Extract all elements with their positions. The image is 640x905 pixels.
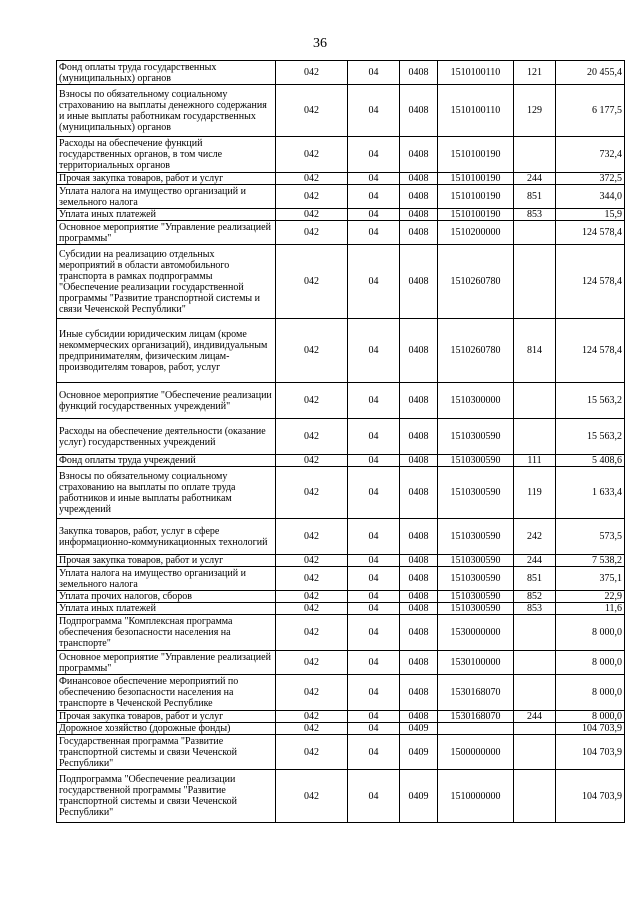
expense-type-code: 851	[514, 567, 556, 591]
expense-type-code: 244	[514, 711, 556, 723]
target-article-code: 1500000000	[438, 735, 514, 770]
table-row	[57, 615, 625, 651]
row-name: Финансовое обеспечение мероприятий по обеспечению безопасности населения на транспорте в Чеченской Республике	[57, 675, 276, 711]
row-name: Подпрограмма "Обеспечение реализации государственной программы "Развитие транспортной системы и связи Чеченской Республики"	[57, 770, 276, 823]
amount: 7 538,2	[556, 555, 625, 567]
table-row	[57, 61, 625, 85]
row-name: Уплата иных платежей	[57, 603, 276, 615]
section-code: 04	[348, 383, 400, 419]
subsection-code: 0408	[400, 555, 438, 567]
section-code: 04	[348, 711, 400, 723]
expense-type-code	[514, 723, 556, 735]
amount: 8 000,0	[556, 651, 625, 675]
section-code: 04	[348, 61, 400, 85]
row-name: Прочая закупка товаров, работ и услуг	[57, 173, 276, 185]
admin-code: 042	[276, 185, 348, 209]
section-code: 04	[348, 137, 400, 173]
admin-code: 042	[276, 209, 348, 221]
expense-type-code	[514, 221, 556, 245]
admin-code: 042	[276, 723, 348, 735]
admin-code: 042	[276, 567, 348, 591]
row-name: Основное мероприятие "Управление реализацией программы"	[57, 221, 276, 245]
table-row	[57, 85, 625, 137]
amount: 573,5	[556, 519, 625, 555]
section-code: 04	[348, 770, 400, 823]
table-row	[57, 519, 625, 555]
amount: 20 455,4	[556, 61, 625, 85]
expense-type-code: 119	[514, 467, 556, 519]
subsection-code: 0408	[400, 209, 438, 221]
target-article-code: 1510100190	[438, 209, 514, 221]
expense-type-code: 853	[514, 209, 556, 221]
subsection-code: 0408	[400, 591, 438, 603]
subsection-code: 0408	[400, 245, 438, 319]
expense-type-code	[514, 137, 556, 173]
admin-code: 042	[276, 455, 348, 467]
table-row	[57, 591, 625, 603]
row-name: Взносы по обязательному социальному страхованию на выплаты по оплате труда работников и иные выплаты работникам учреждений	[57, 467, 276, 519]
row-name: Уплата налога на имущество организаций и земельного налога	[57, 185, 276, 209]
expense-type-code	[514, 245, 556, 319]
table-row	[57, 221, 625, 245]
subsection-code: 0408	[400, 185, 438, 209]
amount: 1 633,4	[556, 467, 625, 519]
table-row	[57, 675, 625, 711]
target-article-code: 1510000000	[438, 770, 514, 823]
admin-code: 042	[276, 770, 348, 823]
amount: 8 000,0	[556, 711, 625, 723]
amount: 124 578,4	[556, 319, 625, 383]
section-code: 04	[348, 467, 400, 519]
subsection-code: 0408	[400, 221, 438, 245]
target-article-code: 1510100110	[438, 85, 514, 137]
target-article-code: 1510300590	[438, 567, 514, 591]
expense-type-code	[514, 735, 556, 770]
target-article-code: 1510100110	[438, 61, 514, 85]
target-article-code: 1510300590	[438, 419, 514, 455]
subsection-code: 0409	[400, 723, 438, 735]
target-article-code: 1510260780	[438, 319, 514, 383]
admin-code: 042	[276, 173, 348, 185]
target-article-code: 1510300590	[438, 519, 514, 555]
row-name: Основное мероприятие "Обеспечение реализации функций государственных учреждений"	[57, 383, 276, 419]
amount: 732,4	[556, 137, 625, 173]
table-row	[57, 455, 625, 467]
table-row	[57, 651, 625, 675]
section-code: 04	[348, 555, 400, 567]
subsection-code: 0408	[400, 137, 438, 173]
row-name: Закупка товаров, работ, услуг в сфере информационно-коммуникационных технологий	[57, 519, 276, 555]
admin-code: 042	[276, 615, 348, 651]
amount: 15 563,2	[556, 419, 625, 455]
section-code: 04	[348, 675, 400, 711]
target-article-code: 1510300590	[438, 467, 514, 519]
section-code: 04	[348, 319, 400, 383]
admin-code: 042	[276, 85, 348, 137]
expense-type-code: 244	[514, 173, 556, 185]
section-code: 04	[348, 221, 400, 245]
subsection-code: 0408	[400, 567, 438, 591]
amount: 124 578,4	[556, 221, 625, 245]
expense-type-code	[514, 675, 556, 711]
amount: 104 703,9	[556, 735, 625, 770]
target-article-code: 1510300590	[438, 591, 514, 603]
subsection-code: 0408	[400, 419, 438, 455]
admin-code: 042	[276, 221, 348, 245]
expense-type-code	[514, 770, 556, 823]
admin-code: 042	[276, 555, 348, 567]
row-name: Дорожное хозяйство (дорожные фонды)	[57, 723, 276, 735]
section-code: 04	[348, 735, 400, 770]
row-name: Подпрограмма "Комплексная программа обеспечения безопасности населения на транспорте"	[57, 615, 276, 651]
section-code: 04	[348, 519, 400, 555]
table-row	[57, 185, 625, 209]
table-row	[57, 173, 625, 185]
row-name: Фонд оплаты труда государственных (муниципальных) органов	[57, 61, 276, 85]
target-article-code: 1510200000	[438, 221, 514, 245]
subsection-code: 0408	[400, 85, 438, 137]
expense-type-code: 121	[514, 61, 556, 85]
row-name: Уплата налога на имущество организаций и земельного налога	[57, 567, 276, 591]
section-code: 04	[348, 723, 400, 735]
admin-code: 042	[276, 519, 348, 555]
row-name: Уплата иных платежей	[57, 209, 276, 221]
expense-type-code	[514, 651, 556, 675]
admin-code: 042	[276, 675, 348, 711]
subsection-code: 0408	[400, 383, 438, 419]
row-name: Фонд оплаты труда учреждений	[57, 455, 276, 467]
admin-code: 042	[276, 319, 348, 383]
amount: 8 000,0	[556, 675, 625, 711]
admin-code: 042	[276, 383, 348, 419]
amount: 104 703,9	[556, 770, 625, 823]
expense-type-code	[514, 419, 556, 455]
subsection-code: 0408	[400, 711, 438, 723]
section-code: 04	[348, 615, 400, 651]
subsection-code: 0409	[400, 735, 438, 770]
row-name: Взносы по обязательному социальному страхованию на выплаты денежного содержания и иные выплаты работникам государственных (муниципальных) органов	[57, 85, 276, 137]
section-code: 04	[348, 173, 400, 185]
section-code: 04	[348, 209, 400, 221]
admin-code: 042	[276, 735, 348, 770]
admin-code: 042	[276, 651, 348, 675]
amount: 104 703,9	[556, 723, 625, 735]
target-article-code: 1510300590	[438, 555, 514, 567]
subsection-code: 0408	[400, 61, 438, 85]
section-code: 04	[348, 85, 400, 137]
section-code: 04	[348, 185, 400, 209]
table-row	[57, 735, 625, 770]
target-article-code: 1510100190	[438, 137, 514, 173]
page-number: 36	[313, 36, 327, 51]
row-name: Субсидии на реализацию отдельных мероприятий в области автомобильного транспорта в рамках подпрограммы "Обеспечение реализации государственной программы "Развитие транспортной системы и связи Чеченской Республики"	[57, 245, 276, 319]
table-row	[57, 770, 625, 823]
subsection-code: 0408	[400, 467, 438, 519]
section-code: 04	[348, 245, 400, 319]
subsection-code: 0408	[400, 519, 438, 555]
amount: 15,9	[556, 209, 625, 221]
subsection-code: 0408	[400, 603, 438, 615]
target-article-code: 1510100190	[438, 173, 514, 185]
budget-table	[56, 60, 625, 823]
row-name: Иные субсидии юридическим лицам (кроме некоммерческих организаций), индивидуальным предпринимателям, физическим лицам-производителям товаров, работ, услуг	[57, 319, 276, 383]
table-row	[57, 245, 625, 319]
target-article-code	[438, 723, 514, 735]
expense-type-code	[514, 383, 556, 419]
table-row	[57, 467, 625, 519]
expense-type-code: 129	[514, 85, 556, 137]
target-article-code: 1530168070	[438, 675, 514, 711]
table-row	[57, 567, 625, 591]
row-name: Расходы на обеспечение функций государственных органов, в том числе территориальных органов	[57, 137, 276, 173]
subsection-code: 0408	[400, 675, 438, 711]
amount: 11,6	[556, 603, 625, 615]
expense-type-code: 851	[514, 185, 556, 209]
table-row	[57, 555, 625, 567]
amount: 8 000,0	[556, 615, 625, 651]
table-row	[57, 383, 625, 419]
row-name: Расходы на обеспечение деятельности (оказание услуг) государственных учреждений	[57, 419, 276, 455]
admin-code: 042	[276, 591, 348, 603]
admin-code: 042	[276, 419, 348, 455]
row-name: Государственная программа "Развитие транспортной системы и связи Чеченской Республики"	[57, 735, 276, 770]
admin-code: 042	[276, 467, 348, 519]
row-name: Уплата прочих налогов, сборов	[57, 591, 276, 603]
section-code: 04	[348, 591, 400, 603]
expense-type-code: 852	[514, 591, 556, 603]
amount: 124 578,4	[556, 245, 625, 319]
subsection-code: 0408	[400, 651, 438, 675]
target-article-code: 1510100190	[438, 185, 514, 209]
expense-type-code: 814	[514, 319, 556, 383]
row-name: Прочая закупка товаров, работ и услуг	[57, 555, 276, 567]
subsection-code: 0408	[400, 615, 438, 651]
admin-code: 042	[276, 245, 348, 319]
admin-code: 042	[276, 137, 348, 173]
amount: 15 563,2	[556, 383, 625, 419]
target-article-code: 1510300000	[438, 383, 514, 419]
amount: 375,1	[556, 567, 625, 591]
table-row	[57, 209, 625, 221]
subsection-code: 0408	[400, 173, 438, 185]
expense-type-code: 853	[514, 603, 556, 615]
target-article-code: 1530100000	[438, 651, 514, 675]
table-row	[57, 419, 625, 455]
table-row	[57, 711, 625, 723]
amount: 22,9	[556, 591, 625, 603]
table-row	[57, 137, 625, 173]
table-row	[57, 319, 625, 383]
subsection-code: 0409	[400, 770, 438, 823]
section-code: 04	[348, 603, 400, 615]
expense-type-code: 244	[514, 555, 556, 567]
target-article-code: 1510260780	[438, 245, 514, 319]
target-article-code: 1530000000	[438, 615, 514, 651]
row-name: Основное мероприятие "Управление реализацией программы"	[57, 651, 276, 675]
amount: 344,0	[556, 185, 625, 209]
table-row	[57, 723, 625, 735]
row-name: Прочая закупка товаров, работ и услуг	[57, 711, 276, 723]
target-article-code: 1530168070	[438, 711, 514, 723]
section-code: 04	[348, 455, 400, 467]
amount: 6 177,5	[556, 85, 625, 137]
target-article-code: 1510300590	[438, 603, 514, 615]
target-article-code: 1510300590	[438, 455, 514, 467]
admin-code: 042	[276, 603, 348, 615]
expense-type-code: 242	[514, 519, 556, 555]
amount: 372,5	[556, 173, 625, 185]
section-code: 04	[348, 419, 400, 455]
section-code: 04	[348, 651, 400, 675]
admin-code: 042	[276, 711, 348, 723]
section-code: 04	[348, 567, 400, 591]
subsection-code: 0408	[400, 319, 438, 383]
subsection-code: 0408	[400, 455, 438, 467]
expense-type-code	[514, 615, 556, 651]
admin-code: 042	[276, 61, 348, 85]
table-row	[57, 603, 625, 615]
amount: 5 408,6	[556, 455, 625, 467]
expense-type-code: 111	[514, 455, 556, 467]
